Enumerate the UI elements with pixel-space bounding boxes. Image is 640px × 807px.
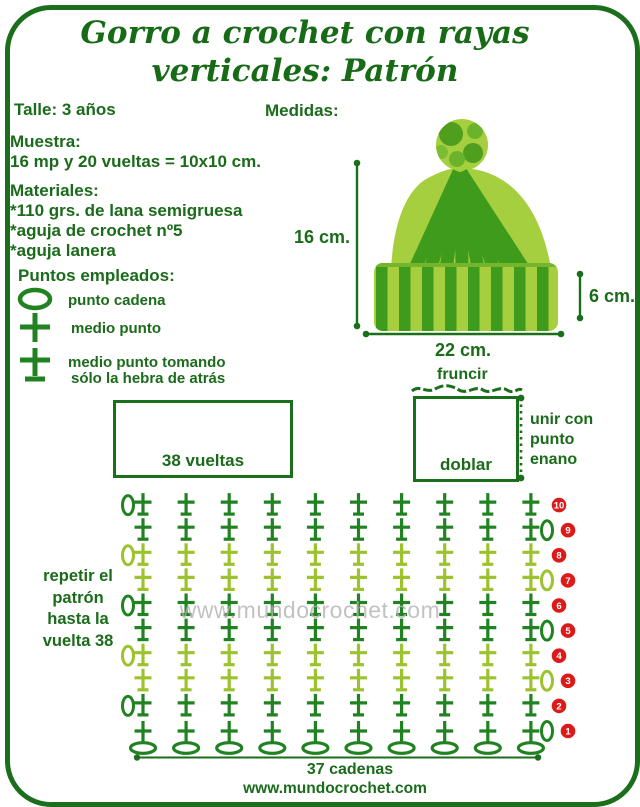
- repeat-note-line3: hasta la: [47, 610, 109, 628]
- stitch-symbol-mp-blo: [350, 669, 367, 690]
- turning-chain-icon: [123, 596, 134, 615]
- materials-item-3: *aguja lanera: [10, 241, 116, 260]
- hat-figure: [280, 100, 640, 362]
- stitch-symbol-mp-blo: [264, 518, 281, 539]
- stitch-symbol-mp-blo: [178, 493, 195, 514]
- stitch-symbol-mp-blo: [436, 543, 453, 564]
- turning-chain-icon: [123, 546, 134, 565]
- stitch-symbol-mp-blo: [307, 669, 324, 690]
- stitch-symbol-mp-blo: [393, 694, 410, 715]
- stitch-symbol-mp-blo: [350, 568, 367, 589]
- stitch-symbol-mp: [178, 721, 195, 742]
- row-number: 9: [565, 525, 571, 537]
- stitch-symbol-mp-blo: [436, 644, 453, 665]
- stitch-symbol-mp-blo: [350, 518, 367, 539]
- stitch-symbol-mp-blo: [307, 568, 324, 589]
- gather-label: fruncir: [437, 366, 488, 383]
- stitch-symbol-mp-blo: [221, 543, 238, 564]
- stitch-symbol-mp-blo: [479, 518, 496, 539]
- foundation-chain-icon: [217, 743, 242, 754]
- page-title: [0, 14, 610, 90]
- stitch-symbol-mp-blo: [393, 493, 410, 514]
- row-number: 4: [556, 651, 562, 663]
- stitch-symbol-mp-blo: [436, 694, 453, 715]
- materials-label: Materiales:: [10, 181, 99, 200]
- stitch-symbol-mp-blo: [135, 669, 152, 690]
- row-number: 8: [556, 550, 562, 562]
- stitch-symbol-mp-blo: [178, 568, 195, 589]
- stitch-symbol-mp-blo: [522, 518, 539, 539]
- stitch-symbol-mp-blo: [221, 493, 238, 514]
- repeat-note-line4: vuelta 38: [42, 631, 114, 650]
- stitch-symbol-mp-blo: [221, 568, 238, 589]
- repeat-note-line1: repetir el: [43, 567, 113, 585]
- stitch-symbol-mp-blo: [479, 543, 496, 564]
- pompom: [434, 119, 488, 171]
- turning-chain-icon: [542, 621, 553, 640]
- row-number: 1: [565, 726, 571, 738]
- materials-item-2: *aguja de crochet nº5: [10, 221, 183, 240]
- repeat-note-line2: patrón: [52, 588, 104, 607]
- row-number: 6: [556, 600, 562, 612]
- crochet-chart: [95, 488, 590, 768]
- stitch-symbol-mp-blo: [221, 644, 238, 665]
- stitch-symbol-mp-blo: [135, 694, 152, 715]
- stitch-symbol-mp-blo: [135, 619, 152, 640]
- piece-rectangle: [113, 400, 293, 478]
- back-loop-label-line2: sólo la hebra de atrás: [71, 370, 226, 387]
- chain-stitch-label: punto cadena: [68, 292, 166, 309]
- stitch-symbol-mp-blo: [522, 568, 539, 589]
- stitch-symbol-mp-blo: [350, 694, 367, 715]
- stitch-symbol-mp-blo: [393, 568, 410, 589]
- fold-rectangle: [413, 396, 519, 482]
- stitch-symbol-mp-blo: [436, 568, 453, 589]
- stitch-symbol-mp: [393, 721, 410, 742]
- foundation-chain-icon: [174, 743, 199, 754]
- stitch-symbol-mp-blo: [135, 568, 152, 589]
- stitch-symbol-mp-blo: [522, 619, 539, 640]
- stitch-symbol-mp: [436, 721, 453, 742]
- stitch-symbol-mp-blo: [479, 619, 496, 640]
- height-measure-label: 16 cm.: [293, 227, 350, 247]
- stitch-symbol-mp-blo: [221, 669, 238, 690]
- stitch-symbol-mp-blo: [522, 493, 539, 514]
- join-label-line1: unir con: [530, 411, 594, 428]
- foundation-chain-icon: [432, 743, 457, 754]
- foundation-chain-icon: [131, 743, 156, 754]
- stitch-symbol-mp-blo: [135, 493, 152, 514]
- stitch-symbol-mp-blo: [522, 644, 539, 665]
- stitch-symbol-mp-blo: [135, 518, 152, 539]
- stitch-symbol-mp: [479, 721, 496, 742]
- row-number: 7: [565, 575, 571, 587]
- stitch-symbol-mp-blo: [393, 644, 410, 665]
- stitch-symbol-mp-blo: [307, 543, 324, 564]
- stitch-symbol-mp: [221, 721, 238, 742]
- stitch-symbol-mp-blo: [436, 518, 453, 539]
- stitch-symbol-mp-blo: [436, 669, 453, 690]
- piece-rows-label: 38 vueltas: [161, 451, 245, 470]
- foundation-count-label: 37 cadenas: [306, 761, 394, 778]
- stitch-symbol-mp-blo: [307, 493, 324, 514]
- stitch-symbol-mp-blo: [307, 694, 324, 715]
- stitch-symbol-mp: [350, 721, 367, 742]
- join-label-line3: enano: [530, 451, 578, 468]
- stitch-legend-icons: [14, 284, 66, 394]
- foundation-chain-icon: [303, 743, 328, 754]
- stitch-symbol-mp-blo: [307, 518, 324, 539]
- page-title-line1: Gorro a crochet con rayas: [80, 15, 530, 51]
- join-label-line2: punto: [530, 431, 575, 448]
- stitch-symbol-mp: [135, 721, 152, 742]
- stitch-symbol-mp-blo: [178, 518, 195, 539]
- brim-measure-label: 6 cm.: [589, 286, 636, 306]
- turning-chain-icon: [542, 722, 553, 741]
- back-loop-single-crochet-icon: [20, 348, 50, 379]
- stitch-symbol-mp-blo: [264, 644, 281, 665]
- row-number: 3: [565, 676, 571, 688]
- row-number: 2: [556, 701, 562, 713]
- stitch-symbol-mp-blo: [393, 543, 410, 564]
- foundation-chain-icon: [346, 743, 371, 754]
- stitch-symbol-mp-blo: [221, 518, 238, 539]
- chain-stitch-icon: [20, 290, 50, 308]
- stitch-symbol-mp: [264, 721, 281, 742]
- stitch-symbol-mp-blo: [264, 493, 281, 514]
- single-crochet-label: medio punto: [71, 320, 161, 337]
- stitch-symbol-mp-blo: [264, 568, 281, 589]
- watermark-text: www.mundocrochet.com: [179, 597, 441, 623]
- stitch-symbol-mp-blo: [307, 644, 324, 665]
- stitch-symbol-mp-blo: [479, 493, 496, 514]
- turning-chain-icon: [542, 521, 553, 540]
- stitch-symbol-mp-blo: [178, 644, 195, 665]
- stitch-legend-title: Puntos empleados:: [18, 266, 175, 285]
- foundation-chain-icon: [475, 743, 500, 754]
- stitch-symbol-mp-blo: [350, 493, 367, 514]
- row-number: 10: [553, 500, 565, 512]
- width-measure-label: 22 cm.: [434, 340, 492, 360]
- stitch-symbol-mp-blo: [522, 543, 539, 564]
- stitch-symbol-mp-blo: [264, 669, 281, 690]
- materials-item-1: *110 grs. de lana semigruesa: [10, 201, 243, 220]
- measurements-label: Medidas:: [265, 101, 339, 120]
- stitch-symbol-mp-blo: [522, 594, 539, 615]
- stitch-symbol-mp-blo: [479, 669, 496, 690]
- stitch-symbol-mp-blo: [135, 594, 152, 615]
- page-title-line2: verticales: Patrón: [151, 53, 459, 89]
- turning-chain-icon: [542, 571, 553, 590]
- gauge-label: Muestra:: [10, 132, 81, 151]
- stitch-symbol-mp-blo: [178, 669, 195, 690]
- foundation-arrow: [134, 754, 541, 760]
- stitch-symbol-mp: [522, 721, 539, 742]
- foundation-chain-icon: [518, 743, 543, 754]
- stitch-symbol-mp: [307, 721, 324, 742]
- stitch-symbol-mp-blo: [522, 669, 539, 690]
- stitch-symbol-mp-blo: [178, 543, 195, 564]
- fold-label: doblar: [440, 455, 492, 474]
- single-crochet-icon: [20, 313, 50, 342]
- turning-chain-icon: [123, 696, 134, 715]
- turning-chain-icon: [123, 646, 134, 665]
- stitch-symbol-mp-blo: [522, 694, 539, 715]
- stitch-symbol-mp-blo: [436, 493, 453, 514]
- turning-chain-icon: [542, 671, 553, 690]
- stitch-symbol-mp-blo: [178, 694, 195, 715]
- stitch-symbol-mp-blo: [479, 594, 496, 615]
- stitch-symbol-mp-blo: [393, 669, 410, 690]
- stitch-symbol-mp-blo: [264, 543, 281, 564]
- stitch-symbol-mp-blo: [393, 518, 410, 539]
- gather-squiggle: [408, 381, 528, 397]
- stitch-symbol-mp-blo: [479, 568, 496, 589]
- stitch-symbol-mp-blo: [135, 644, 152, 665]
- join-dotted-line: [512, 392, 532, 484]
- hat-brim: [374, 263, 558, 331]
- stitch-symbol-mp-blo: [135, 543, 152, 564]
- stitch-symbol-mp-blo: [221, 694, 238, 715]
- stitch-symbol-mp-blo: [479, 694, 496, 715]
- site-url: www.mundocrochet.com: [243, 780, 427, 797]
- stitch-symbol-mp-blo: [350, 543, 367, 564]
- foundation-chain-icon: [389, 743, 414, 754]
- stitch-symbol-mp-blo: [350, 644, 367, 665]
- turning-chain-icon: [123, 496, 134, 515]
- gauge-value: 16 mp y 20 vueltas = 10x10 cm.: [10, 152, 261, 171]
- stitch-symbol-mp-blo: [479, 644, 496, 665]
- back-loop-label-line1: medio punto tomando: [68, 354, 226, 371]
- foundation-chain-icon: [260, 743, 285, 754]
- size-text: Talle: 3 años: [14, 100, 116, 119]
- stitch-symbol-mp-blo: [264, 694, 281, 715]
- row-number: 5: [565, 626, 571, 637]
